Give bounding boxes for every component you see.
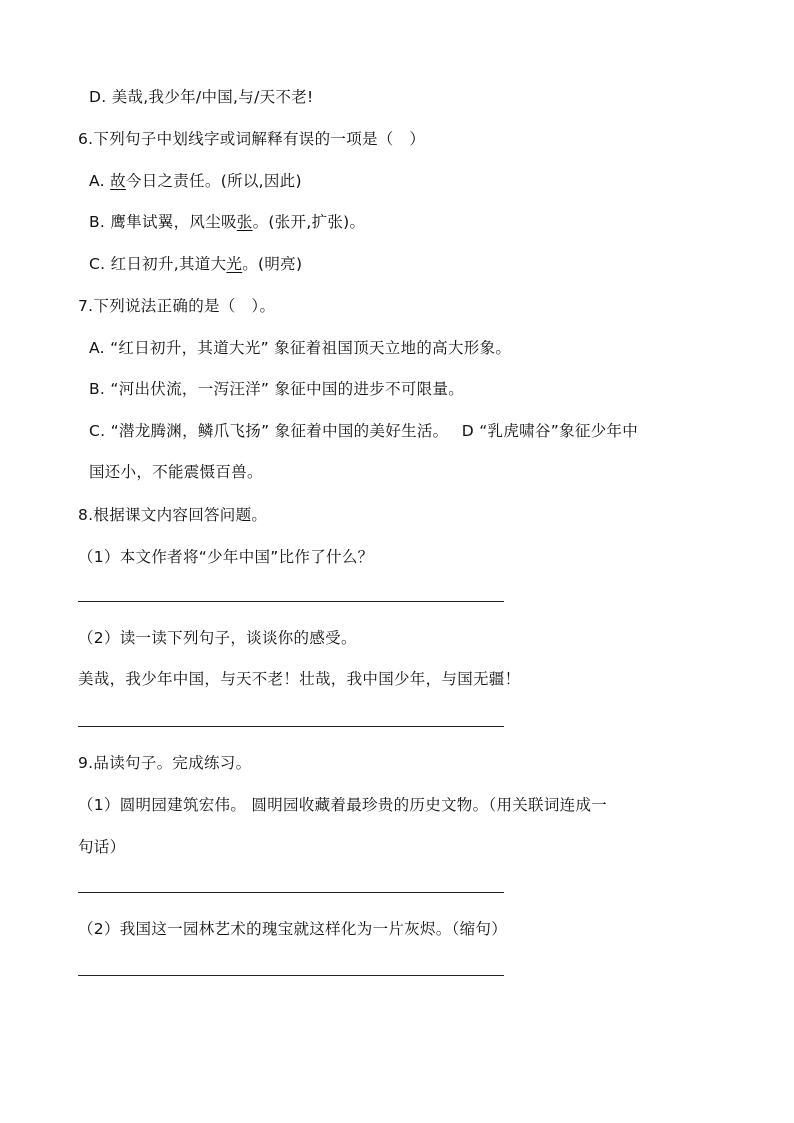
q8-part-1-answer-line[interactable] xyxy=(78,601,504,602)
q6-option-b xyxy=(89,211,365,233)
q6-option-a-suffix: 今日之责任。(所以,因此) xyxy=(125,172,302,190)
q9-part-2: （2）我国这一园林艺术的瑰宝就这样化为一片灰烬。（缩句） xyxy=(78,920,508,938)
q6-option-a-underlined: 故 xyxy=(110,172,126,190)
q6-option-c-suffix: 。(明亮) xyxy=(242,255,303,273)
q7-option-b: B. “河出伏流，一泻汪洋” 象征中国的进步不可限量。 xyxy=(89,380,465,398)
q8-part-1: （1）本文作者将“少年中国”比作了什么？ xyxy=(78,548,374,566)
q6-option-c xyxy=(89,253,302,275)
q9-part-1: （1）圆明园建筑宏伟。 圆明园收藏着最珍贵的历史文物。（用关联词连成一 xyxy=(78,796,608,814)
q6-option-b-suffix: 。(张开,扩张)。 xyxy=(252,213,366,231)
q7-option-d-continued: 国还小，不能震慑百兽。 xyxy=(89,463,263,481)
q8-part-2-quote: 美哉，我少年中国，与天不老！壮哉，我中国少年，与国无疆！ xyxy=(78,670,521,688)
question-9: 9.品读句子。完成练习。 xyxy=(78,754,252,772)
q9-part-1-continued: 句话） xyxy=(78,838,126,856)
question-8: 8.根据课文内容回答问题。 xyxy=(78,506,268,524)
q9-part-1-answer-line[interactable] xyxy=(78,892,504,893)
q6-option-b-prefix: B. 鹰隼试翼，风尘吸 xyxy=(89,213,237,231)
q8-part-2-answer-line[interactable] xyxy=(78,726,504,727)
q6-option-c-prefix: C. 红日初升,其道大 xyxy=(89,255,227,273)
q6-option-a-prefix: A. xyxy=(89,172,111,190)
question-6: 6.下列句子中划线字或词解释有误的一项是（ ） xyxy=(78,130,426,148)
q6-option-b-underlined: 张 xyxy=(236,213,253,231)
q7-option-a: A. “红日初升，其道大光” 象征着祖国顶天立地的高大形象。 xyxy=(89,339,512,357)
q6-option-c-underlined: 光 xyxy=(226,255,243,273)
question-7: 7.下列说法正确的是（ ）。 xyxy=(78,297,276,315)
q7-option-c-d: C. “潜龙腾渊，鳞爪飞扬” 象征着中国的美好生活。 D “乳虎啸谷”象征少年中 xyxy=(89,422,639,440)
q9-part-2-answer-line[interactable] xyxy=(78,975,504,976)
q6-option-a xyxy=(89,170,302,192)
q8-part-2: （2）读一读下列句子，谈谈你的感受。 xyxy=(78,629,357,647)
q5-option-d: D. 美哉,我少年/中国,与/天不老! xyxy=(89,88,314,106)
